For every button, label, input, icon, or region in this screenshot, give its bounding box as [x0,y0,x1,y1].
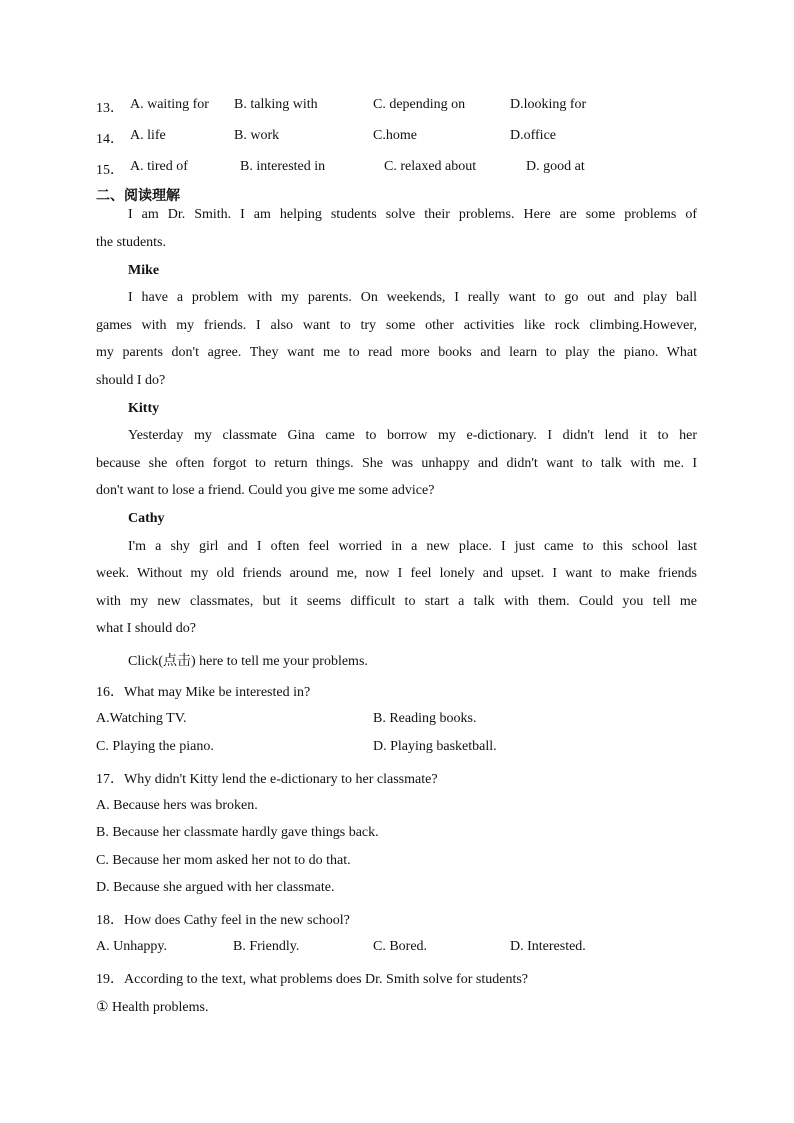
question-17-option-d: D. Because she argued with her classmate. [96,880,335,895]
letter-line: because she often forgot to return things. She was unhappy and didn't want to talk with me. I [96,456,697,471]
option-d: D.office [510,128,556,143]
question-17-stem: 17．Why didn't Kitty lend the e-dictionary to her classmate? [96,772,438,787]
question-16-option-c: C. Playing the piano. [96,739,214,754]
option-b: B. interested in [240,159,326,174]
passage-closing: Click(点击) here to tell me your problems. [128,654,368,669]
letter-line: with my new classmates, but it seems difficult to start a talk with them. Could you tell me [96,594,697,609]
option-a: A. waiting for [130,97,209,112]
question-18-stem: 18．How does Cathy feel in the new school? [96,913,350,928]
cloze-question-15 [0,159,794,179]
question-number: 14． [96,132,124,147]
letter-author-name: Cathy [128,511,165,526]
question-number: 15． [96,163,124,178]
letter-author-name: Mike [128,263,160,278]
option-a: A. life [130,128,166,143]
question-17-option-b: B. Because her classmate hardly gave things back. [96,825,379,840]
letter-line: I have a problem with my parents. On weekends, I really want to go out and play ball [128,290,697,305]
question-number: 13． [96,101,124,116]
option-d: D.looking for [510,97,587,112]
option-b: B. talking with [234,97,318,112]
letter-line: week. Without my old friends around me, now I feel lonely and upset. I want to make friends [96,566,697,581]
question-18-option-b: B. Friendly. [233,939,300,954]
letter-author-name: Kitty [128,401,160,416]
question-18-option-d: D. Interested. [510,939,586,954]
option-c: C.home [373,128,417,143]
letter-line: Yesterday my classmate Gina came to borrow my e-dictionary. I didn't lend it to her [128,428,697,443]
passage-intro-line: the students. [96,235,166,250]
question-19-stem: 19．According to the text, what problems does Dr. Smith solve for students? [96,972,528,987]
cloze-question-14 [0,128,794,148]
option-c: C. depending on [373,97,466,112]
question-18-option-c: C. Bored. [373,939,428,954]
letter-line: don't want to lose a friend. Could you give me some advice? [96,483,435,498]
question-16-option-b: B. Reading books. [373,711,477,726]
letter-line: should I do? [96,373,166,388]
option-c: C. relaxed about [384,159,477,174]
option-d: D. good at [526,159,585,174]
question-16-option-a: A.Watching TV. [96,711,187,726]
passage-intro-line: I am Dr. Smith. I am helping students solve their problems. Here are some problems of [128,207,697,222]
question-16-stem: 16．What may Mike be interested in? [96,685,311,700]
letter-line: my parents don't agree. They want me to read more books and learn to play the piano. What [96,345,697,360]
question-19-item-1: ① Health problems. [96,1000,209,1015]
option-b: B. work [234,128,280,143]
letter-line: games with my friends. I also want to try some other activities like rock climbing.However, [96,318,697,333]
option-a: A. tired of [130,159,188,174]
question-17-option-c: C. Because her mom asked her not to do that. [96,853,351,868]
question-17-option-a: A. Because hers was broken. [96,798,258,813]
question-18-option-a: A. Unhappy. [96,939,168,954]
cloze-question-13 [0,97,794,117]
section-title: 二、阅读理解 [96,188,180,204]
letter-line: I'm a shy girl and I often feel worried in a new place. I just came to this school last [128,539,697,554]
letter-line: what I should do? [96,621,196,636]
question-16-option-d: D. Playing basketball. [373,739,497,754]
